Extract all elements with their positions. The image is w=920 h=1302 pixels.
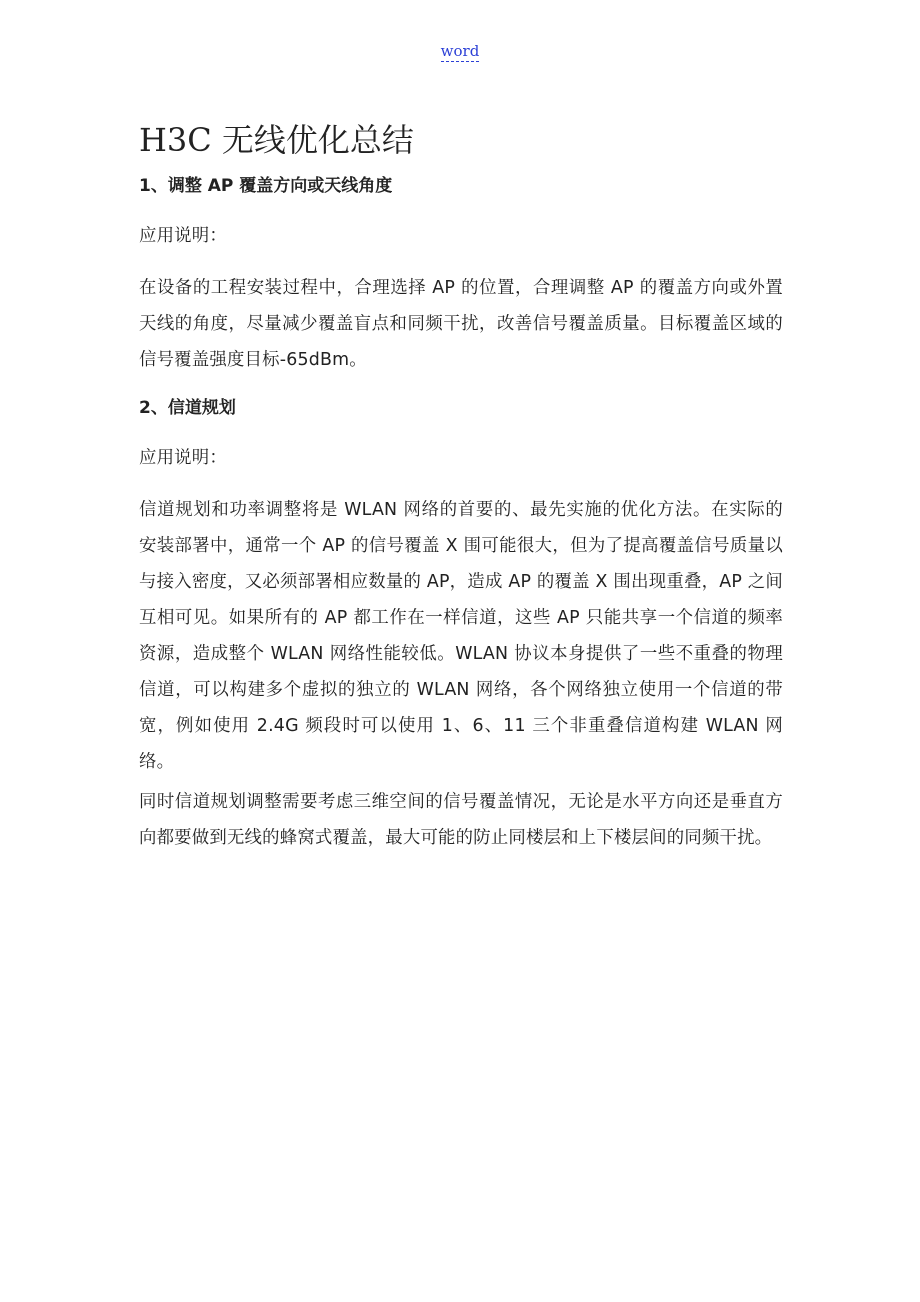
section-2-heading: 2、信道规划 — [139, 398, 236, 418]
section-1-paragraph-1: 在设备的工程安装过程中，合理选择 AP 的位置，合理调整 AP 的覆盖方向或外置天线的角度，尽量减少覆盖盲点和同频干扰，改善信号覆盖质量。目标覆盖区域的信号覆盖强度目标-65dBm。 — [139, 278, 783, 370]
section-2 — [139, 392, 783, 856]
section-1 — [139, 170, 783, 378]
section-1-heading: 1、调整 AP 覆盖方向或天线角度 — [139, 176, 393, 196]
section-1-label: 应用说明： — [139, 226, 227, 246]
section-2-label: 应用说明： — [139, 448, 227, 468]
section-2-paragraph-1: 信道规划和功率调整将是 WLAN 网络的首要的、最先实施的优化方法。在实际的安装部署中，通常一个 AP 的信号覆盖 X 围可能很大，但为了提高覆盖信号质量以与接入密度，又必须部署相应数量的 AP，造成 AP 的覆盖 X 围出现重叠，AP 之间互相可见。如果所有的 AP 都工作在一样信道，这些 AP 只能共享一个信道的频率资源，造成整个 WLAN 网络性能较低。WLAN 协议本身提供了一些不重叠的物理信道，可以构建多个虚拟的独立的 WLAN 网络，各个网络独立使用一个信道的带宽，例如使用 2.4G 频段时可以使用 1、6、11 三个非重叠信道构建 WLAN 网络。 — [139, 500, 783, 772]
document-title: H3C 无线优化总结 — [139, 121, 414, 159]
header-word-link[interactable] — [0, 41, 920, 61]
document-body — [139, 112, 783, 856]
section-2-paragraph-2: 同时信道规划调整需要考虑三维空间的信号覆盖情况，无论是水平方向还是垂直方向都要做到无线的蜂窝式覆盖，最大可能的防止同楼层和上下楼层间的同频干扰。 — [139, 792, 783, 848]
header-link-text[interactable]: word — [440, 42, 480, 60]
